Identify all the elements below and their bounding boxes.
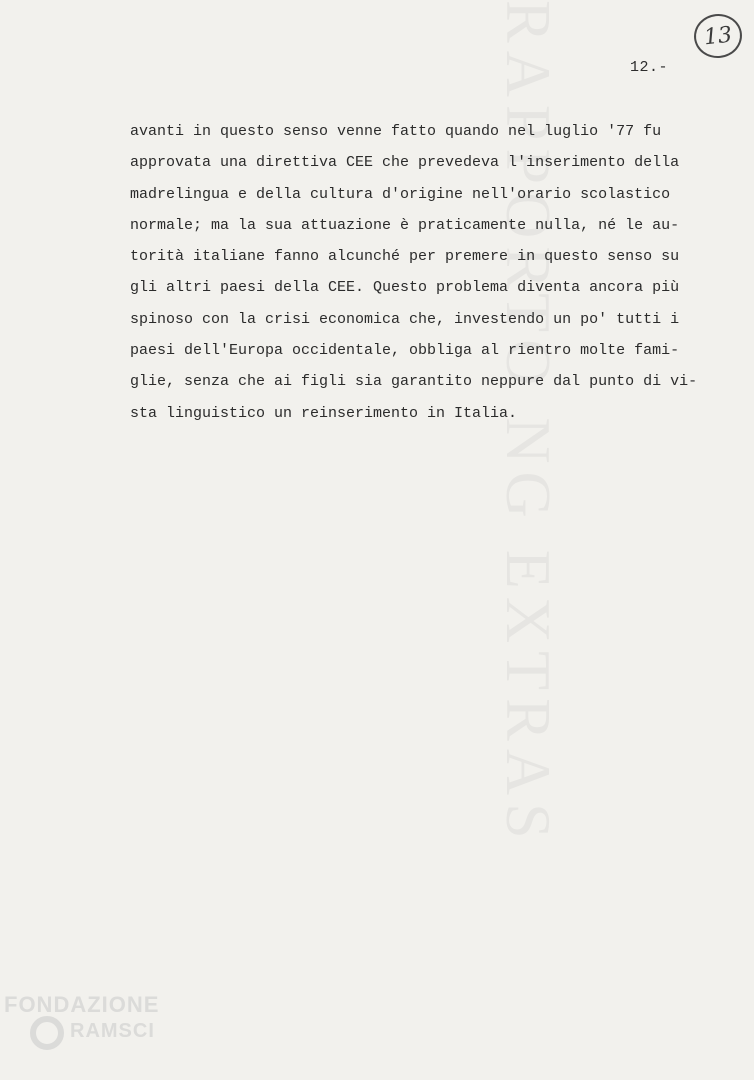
- text-line: normale; ma la sua attuazione è praticamente nulla, né le au-: [130, 216, 680, 234]
- text-line: torità italiane fanno alcunché per premere in questo senso su: [130, 248, 680, 266]
- logo-g-icon: [30, 1016, 64, 1050]
- text-line: approvata una direttiva CEE che prevedeva l'inserimento della: [130, 154, 680, 172]
- text-line: spinoso con la crisi economica che, investendo un po' tutti i: [130, 310, 680, 328]
- logo-line1: FONDAZIONE: [4, 992, 160, 1017]
- text-line: paesi dell'Europa occidentale, obbliga al rientro molte fami-: [130, 342, 680, 360]
- text-line: madrelingua e della cultura d'origine nell'orario scolastico: [130, 185, 671, 203]
- text-line: avanti in questo senso venne fatto quando nel luglio '77 fu: [130, 123, 662, 140]
- text-line: glie, senza che ai figli sia garantito neppure dal punto di vi-: [130, 373, 698, 391]
- text-line: sta linguistico un reinserimento in Italia.: [130, 404, 518, 422]
- page-number: 12.-: [630, 59, 669, 76]
- text-line: gli altri paesi della CEE. Questo problema diventa ancora più: [130, 279, 680, 297]
- fondazione-gramsci-logo: [0, 992, 220, 1072]
- logo-line2: RAMSCI: [70, 1020, 155, 1042]
- body-text: [130, 121, 710, 434]
- circled-page-number: 13: [692, 12, 744, 61]
- archive-watermark: RAPPORTO NG EXTRAS: [493, 0, 564, 847]
